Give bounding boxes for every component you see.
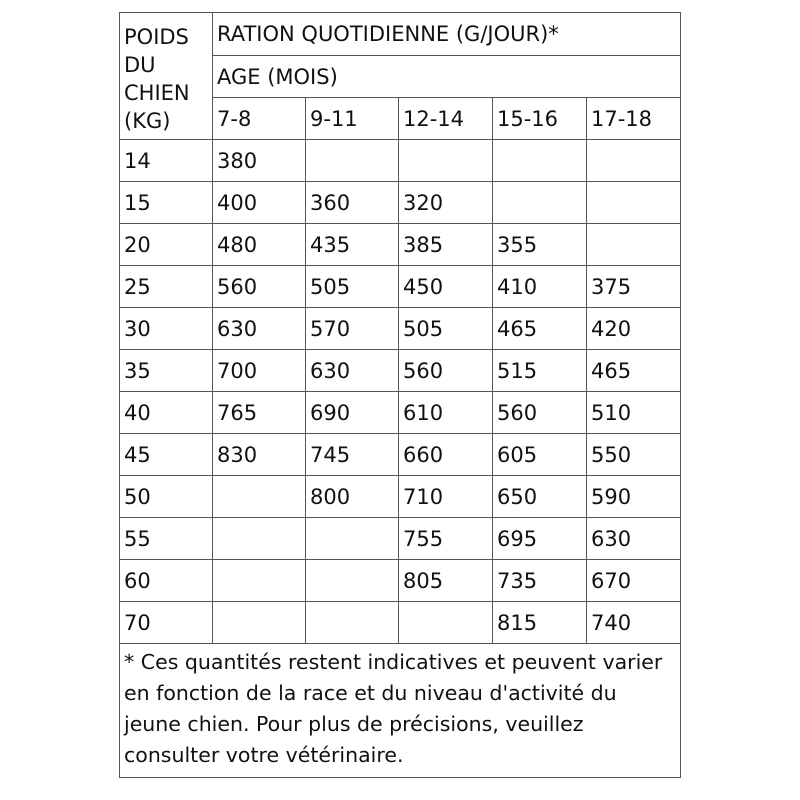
ration-cell: 710	[399, 476, 493, 518]
table-row	[120, 434, 681, 476]
ration-cell: 755	[399, 518, 493, 560]
ration-cell: 480	[213, 224, 306, 266]
ration-cell: 560	[213, 266, 306, 308]
ration-cell	[493, 140, 587, 182]
age-header: AGE (MOIS)	[213, 56, 681, 98]
footnote: * Ces quantités restent indicatives et peuvent varier en fonction de la race et du niveau d'activité du jeune chien. Pour plus de précisions, veuillez consulter votre vétérinaire.	[120, 644, 681, 778]
weight-header-line: (KG)	[124, 109, 171, 133]
ration-cell: 510	[587, 392, 681, 434]
weight-cell: 45	[120, 434, 213, 476]
age-range-header: 7-8	[213, 98, 306, 140]
ration-cell: 700	[213, 350, 306, 392]
ration-cell	[306, 602, 399, 644]
ration-cell	[306, 518, 399, 560]
weight-column-header	[120, 13, 213, 140]
table-row	[120, 392, 681, 434]
weight-cell: 50	[120, 476, 213, 518]
header-row-ration	[120, 13, 681, 56]
ration-cell: 505	[399, 308, 493, 350]
age-range-header: 17-18	[587, 98, 681, 140]
table-row	[120, 602, 681, 644]
table-row	[120, 350, 681, 392]
ration-cell: 695	[493, 518, 587, 560]
ration-cell: 605	[493, 434, 587, 476]
weight-cell: 14	[120, 140, 213, 182]
ration-cell: 570	[306, 308, 399, 350]
ration-cell: 465	[587, 350, 681, 392]
weight-cell: 20	[120, 224, 213, 266]
ration-cell: 805	[399, 560, 493, 602]
ration-cell: 630	[587, 518, 681, 560]
age-range-header: 12-14	[399, 98, 493, 140]
weight-cell: 35	[120, 350, 213, 392]
weight-header-line: DU	[124, 53, 156, 77]
ration-cell	[399, 602, 493, 644]
ration-cell	[306, 560, 399, 602]
ration-cell: 380	[213, 140, 306, 182]
ration-cell: 450	[399, 266, 493, 308]
ration-cell: 830	[213, 434, 306, 476]
ration-cell: 745	[306, 434, 399, 476]
ration-cell: 355	[493, 224, 587, 266]
table-row	[120, 560, 681, 602]
ration-cell: 400	[213, 182, 306, 224]
ration-cell: 610	[399, 392, 493, 434]
ration-cell	[213, 476, 306, 518]
ration-cell: 420	[587, 308, 681, 350]
ration-cell: 550	[587, 434, 681, 476]
weight-cell: 40	[120, 392, 213, 434]
ration-cell	[213, 518, 306, 560]
table-row	[120, 140, 681, 182]
ration-cell	[399, 140, 493, 182]
table-row	[120, 182, 681, 224]
ration-cell: 690	[306, 392, 399, 434]
ration-cell: 735	[493, 560, 587, 602]
ration-cell	[213, 560, 306, 602]
ration-cell	[306, 140, 399, 182]
ration-cell	[493, 182, 587, 224]
table-row	[120, 224, 681, 266]
footnote-row	[120, 644, 681, 778]
ration-cell: 410	[493, 266, 587, 308]
ration-cell: 650	[493, 476, 587, 518]
ration-cell: 375	[587, 266, 681, 308]
ration-cell: 385	[399, 224, 493, 266]
ration-cell: 320	[399, 182, 493, 224]
ration-cell	[587, 182, 681, 224]
weight-cell: 30	[120, 308, 213, 350]
table-body	[120, 13, 681, 778]
ration-cell: 740	[587, 602, 681, 644]
ration-cell: 435	[306, 224, 399, 266]
ration-cell: 630	[306, 350, 399, 392]
ration-cell: 630	[213, 308, 306, 350]
ration-table	[119, 12, 681, 778]
ration-cell: 765	[213, 392, 306, 434]
ration-cell: 505	[306, 266, 399, 308]
weight-header-line: POIDS	[124, 25, 189, 49]
ration-cell: 515	[493, 350, 587, 392]
ration-cell: 465	[493, 308, 587, 350]
ration-cell: 560	[399, 350, 493, 392]
weight-cell: 70	[120, 602, 213, 644]
ration-cell	[587, 224, 681, 266]
ration-cell: 660	[399, 434, 493, 476]
table-row	[120, 476, 681, 518]
table-row	[120, 518, 681, 560]
ration-cell: 800	[306, 476, 399, 518]
ration-cell: 590	[587, 476, 681, 518]
ration-cell: 560	[493, 392, 587, 434]
age-range-header: 9-11	[306, 98, 399, 140]
age-range-header: 15-16	[493, 98, 587, 140]
weight-cell: 60	[120, 560, 213, 602]
ration-cell	[587, 140, 681, 182]
ration-cell: 815	[493, 602, 587, 644]
ration-cell	[213, 602, 306, 644]
weight-header-line: CHIEN	[124, 81, 190, 105]
weight-cell: 55	[120, 518, 213, 560]
weight-cell: 15	[120, 182, 213, 224]
ration-cell: 360	[306, 182, 399, 224]
weight-cell: 25	[120, 266, 213, 308]
ration-cell: 670	[587, 560, 681, 602]
table-row	[120, 308, 681, 350]
ration-header: RATION QUOTIDIENNE (G/JOUR)*	[213, 13, 681, 56]
table-row	[120, 266, 681, 308]
